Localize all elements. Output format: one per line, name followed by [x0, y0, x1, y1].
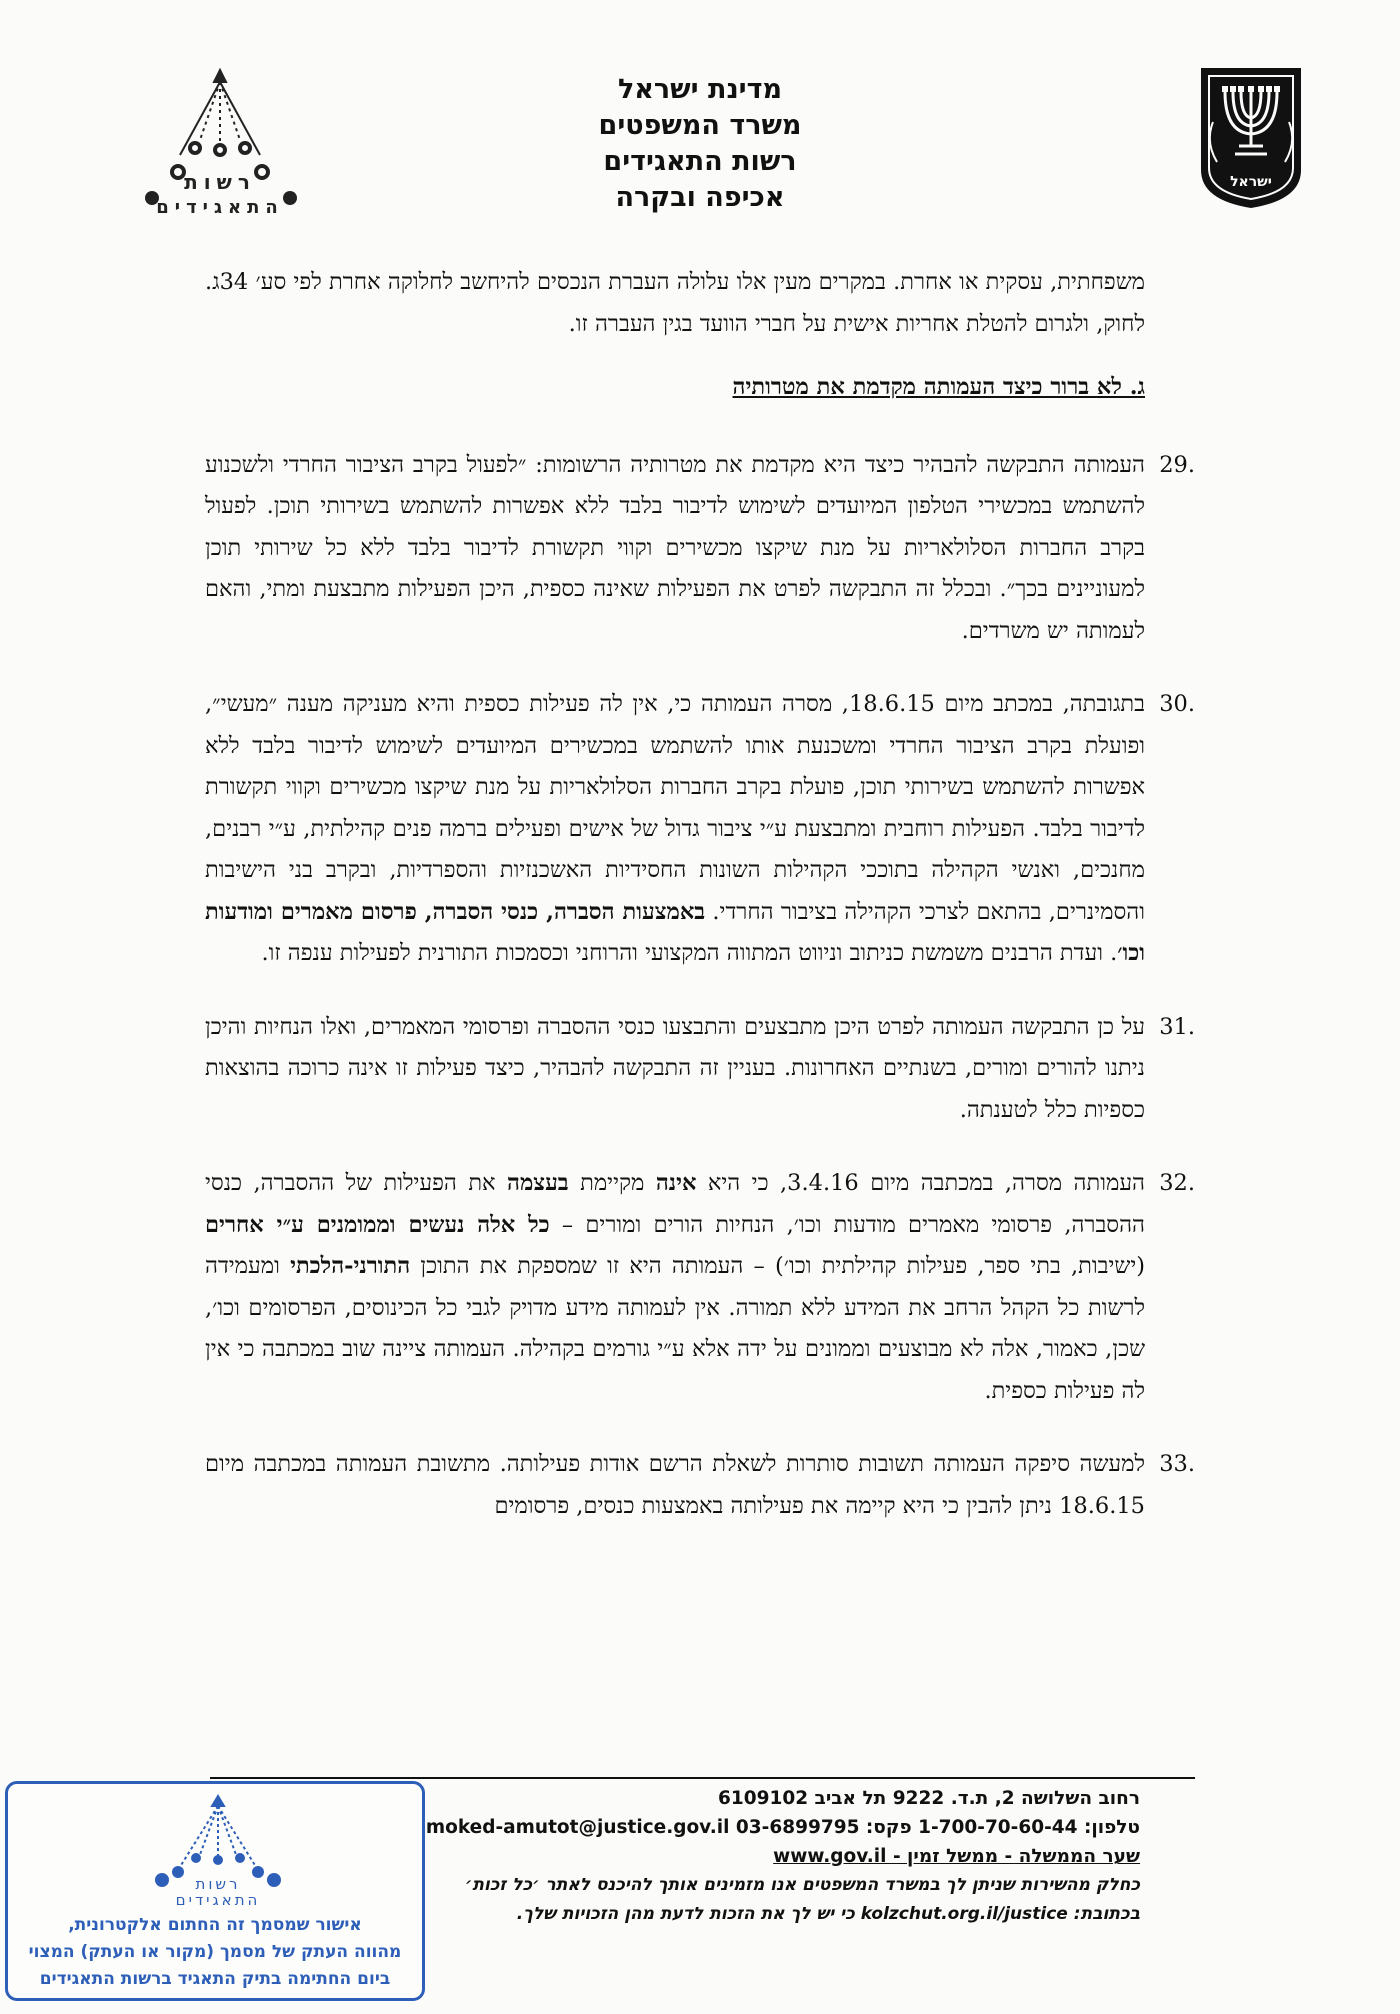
intro-paragraph: משפחתית, עסקית או אחרת. במקרים מעין אלו עלולה העברת הנכסים להיחשב לחלוקה אחרת לפי סע׳ 34ג. לחוק, ולגרום להטלת אחריות אישית על חברי הוועד בגין העברה זו.	[205, 269, 1145, 337]
paragraph-29	[205, 445, 1195, 653]
paragraph-text: בתגובתה, במכתב מיום 18.6.15, מסרה העמותה כי, אין לה פעילות כספית והיא מעניקה מענה ״מעשי״, ופועלת בקרב הציבור החרדי ומשכנעת אותו להשתמש במכשירים המיועדים לשימוש לדיבור בלבד ללא אפשרות להשתמש בשירותי תוכן, פועלת בקרב החברות הסלולאריות על מנת שיקצו מכשירים וקווי תקשורת לדיבור בלבד. הפעילות רוחבית ומתבצעת ע״י ציבור גדול של אישים ופעילים ברמה פנים קהילתית, ע״י רבנים, מחנכים, ואנשי הקהילה בתוככי הקהילות השונות החסידיות האשכנזיות והספרדיות, ובקרב בני הישיבות והסמינרים, בהתאם לצרכי הקהילה בציבור החרדי.	[205, 691, 1145, 925]
paragraph-number: 31.	[1159, 1013, 1195, 1040]
footer-kolzchut-line[interactable]: בכתובת: kolzchut.org.il/justice כי יש לך את הזכות לדעת מהן הזכויות שלך.	[516, 1904, 1140, 1924]
section-title: ג. לא ברור כיצד העמותה מקדמת את מטרותיה	[732, 374, 1145, 400]
header-line-authority: רשות התאגידים	[603, 146, 797, 177]
paragraph-text-bold: התורני-הלכתי	[290, 1253, 411, 1279]
paragraph-text: את הפעילות של ההסברה, כנסי ההסברה, פרסומי מאמרים מודעות וכו׳, הנחיות הורים ומורים –	[205, 1170, 1145, 1238]
paragraph-32	[205, 1163, 1195, 1412]
paragraph-text-bold: כל אלה נעשים וממומנים ע״י אחרים	[205, 1211, 550, 1238]
paragraph-number: 29.	[1159, 451, 1195, 478]
paragraph-30	[205, 684, 1195, 975]
paragraph-number: 30.	[1159, 691, 1195, 717]
stamp-logo-text: רשות התאגידים	[175, 1875, 261, 1909]
paragraph-33	[205, 1444, 1195, 1527]
footer-rights-line: כחלק מהשירות שניתן לך במשרד המשפטים אנו מזמינים אותך להיכנס לאתר ׳כל זכות׳	[464, 1875, 1140, 1895]
header-titles	[440, 72, 960, 216]
footer-address: רחוב השלושה 2, ת.ד. 9222 תל אביב 6109102	[718, 1788, 1140, 1809]
paragraph-text: (ישיבות, בתי ספר, פעילות קהילתית וכו׳) – העמותה היא זו שמספקת את התוכן	[410, 1253, 1146, 1279]
paragraph-text-bold: בעצמה	[507, 1170, 569, 1196]
paragraph-text: . ועדת הרבנים משמשת כניתוב וניווט המתווה המקצועי והרוחני וכסמכות התורנית לפעילות ענפה זו.	[261, 940, 1118, 966]
header-line-state: מדינת ישראל	[617, 74, 783, 105]
paragraph-31	[205, 1007, 1195, 1132]
logo-text-line2: התאגידים	[156, 197, 284, 218]
paragraph-text: למעשה סיפקה העמותה תשובות סותרות לשאלת הרשם אודות פעילותה. מתשובת העמותה במכתבה מיום 18.6.15 ניתן להבין כי היא קיימה את פעילותה באמצעות כנסים, פרסומים	[205, 1451, 1145, 1519]
paragraph-text: העמותה מסרה, במכתבה מיום 3.4.16, כי היא	[696, 1170, 1145, 1196]
header-line-department: אכיפה ובקרה	[615, 182, 785, 213]
emblem-label: ישראל	[1230, 174, 1272, 190]
stamp-line-2: מהווה העתק של מסמך (מקור או העתק) המצוי	[28, 1942, 402, 1962]
footer-phone-line: טלפון: 1-700-70-60-44 פקס: 03-6899795 moked-amutot@justice.gov.il	[425, 1817, 1140, 1838]
paragraph-text: ומעמידה לרשות כל הקהל הרחב את המידע ללא תמורה. אין לעמותה מידע מדויק לגבי כל הכינוסים, הפרסומים וכו׳, שכן, כאמור, אלה לא מבוצעים וממונים על ידה אלא ע״י גורמים בקהילה. העמותה ציינה שוב במכתבה כי אין לה פעילות כספית.	[205, 1253, 1145, 1404]
electronic-signature-stamp	[5, 1781, 425, 2001]
footer-gov-link[interactable]: שער הממשלה - ממשל זמין - www.gov.il	[773, 1846, 1140, 1867]
logo-text-line1: רשות	[184, 170, 256, 194]
header-line-ministry: משרד המשפטים	[598, 110, 802, 141]
paragraph-text: העמותה התבקשה להבהיר כיצד היא מקדמת את מטרותיה הרשומות: ״לפעול בקרב הציבור החרדי ולשכנוע להשתמש במכשירי הטלפון המיועדים לשימוש לדיבור בלבד ללא אפשרות להשתמש בשירותי תוכן. לפעול בקרב החברות הסלולאריות על מנת שיקצו מכשירים וקווי תקשורת לדיבור בלבד ללא כל שירותי תוכן למעוניינים בכך״. ובכלל זה התבקשה לפרט את הפעילות שאינה כספית, היכן הפעילות מתבצעת ומתי, והאם לעמותה יש משרדים.	[205, 451, 1145, 644]
document-body	[205, 262, 1195, 1559]
footer-divider	[210, 1777, 1195, 1779]
paragraph-text-bold: אינה	[655, 1170, 697, 1196]
stamp-line-3: ביום החתימה בתיק התאגיד ברשות התאגידים	[39, 1969, 391, 1989]
stamp-text	[14, 1912, 416, 1993]
state-emblem-icon	[1195, 62, 1307, 212]
paragraph-text: מקיימת	[568, 1170, 656, 1196]
paragraph-number: 33.	[1159, 1451, 1195, 1477]
paragraph-text: על כן התבקשה העמותה לפרט היכן מתבצעים והתבצעו כנסי ההסברה ופרסומי המאמרים, ואלו הנחיות והיכן ניתנו להורים ומורים, בשנתיים האחרונות. בעניין זה התבקשה להבהיר, כיצד פעילות זו אינה כרוכה בהוצאות כספיות כלל לטענתה.	[205, 1013, 1145, 1123]
stamp-line-1: אישור שמסמך זה החתום אלקטרונית,	[68, 1915, 362, 1935]
paragraph-number: 32.	[1159, 1170, 1195, 1196]
paragraph-text-bold: באמצעות הסברה, כנסי הסברה, פרסום מאמרים ומודעות וכו׳	[205, 898, 1145, 966]
